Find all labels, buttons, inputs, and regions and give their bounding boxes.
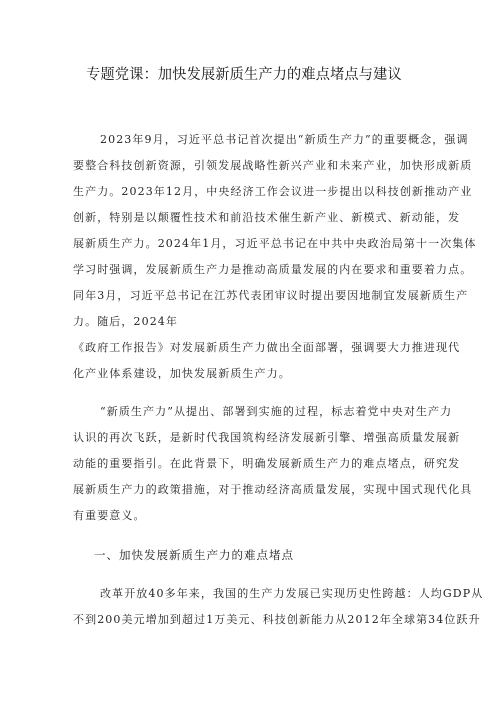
paragraph-2-line-2: 认识的再次飞跃，是新时代我国筑构经济发展新引擎、增强高质量发展新 xyxy=(73,431,461,444)
paragraph-1-line-4: 创新，特别是以颠覆性技术和前沿技术催生新产业、新模式、新动能，发 xyxy=(73,211,461,224)
section-1-heading: 一、加快发展新质生产力的难点堵点 xyxy=(94,548,294,562)
paragraph-1-line-8: 力。随后，2024年 xyxy=(73,315,178,328)
paragraph-2-line-1: “新质生产力”从提出、部署到实施的过程，标志着党中央对生产力 xyxy=(100,405,453,418)
paragraph-2-line-4: 展新质生产力的政策措施，对于推动经济高质量发展，实现中国式现代化具 xyxy=(73,483,473,496)
paragraph-1-line-2: 要整合科技创新资源，引领发展战略性新兴产业和未来产业，加快形成新质 xyxy=(73,159,473,172)
paragraph-1-line-3: 生产力。2023年12月，中央经济工作会议进一步提出以科技创新推动产业 xyxy=(73,185,473,198)
paragraph-3-line-1: 改革开放40多年来，我国的生产力发展已实现历史性跨越：人均GDP从 xyxy=(100,587,484,600)
paragraph-1-line-5: 展新质生产力。2024年1月，习近平总书记在中共中央政治局第十一次集体 xyxy=(73,237,477,250)
paragraph-3-line-2: 不到200美元增加到超过1万美元、科技创新能力从2012年全球第34位跃升 xyxy=(73,613,481,626)
paragraph-1-line-9: 《政府工作报告》对发展新质生产力做出全面部署，强调要大力推进现代 xyxy=(73,341,461,354)
document-title: 专题党课：加快发展新质生产力的难点堵点与建议 xyxy=(86,67,402,83)
paragraph-1-line-10: 化产业体系建设，加快发展新质生产力。 xyxy=(73,367,291,380)
paragraph-1-line-7: 同年3月，习近平总书记在江苏代表团审议时提出要因地制宜发展新质生产 xyxy=(73,289,469,302)
paragraph-2-line-3: 动能的重要指引。在此背景下，明确发展新质生产力的难点堵点，研究发 xyxy=(73,457,461,470)
paragraph-2-line-5: 有重要意义。 xyxy=(73,509,146,522)
paragraph-1-line-1: 2023年9月，习近平总书记首次提出“新质生产力”的重要概念，强调 xyxy=(100,133,469,146)
paragraph-1-line-6: 学习时强调，发展新质生产力是推动高质量发展的内在要求和重要着力点。 xyxy=(73,263,473,276)
